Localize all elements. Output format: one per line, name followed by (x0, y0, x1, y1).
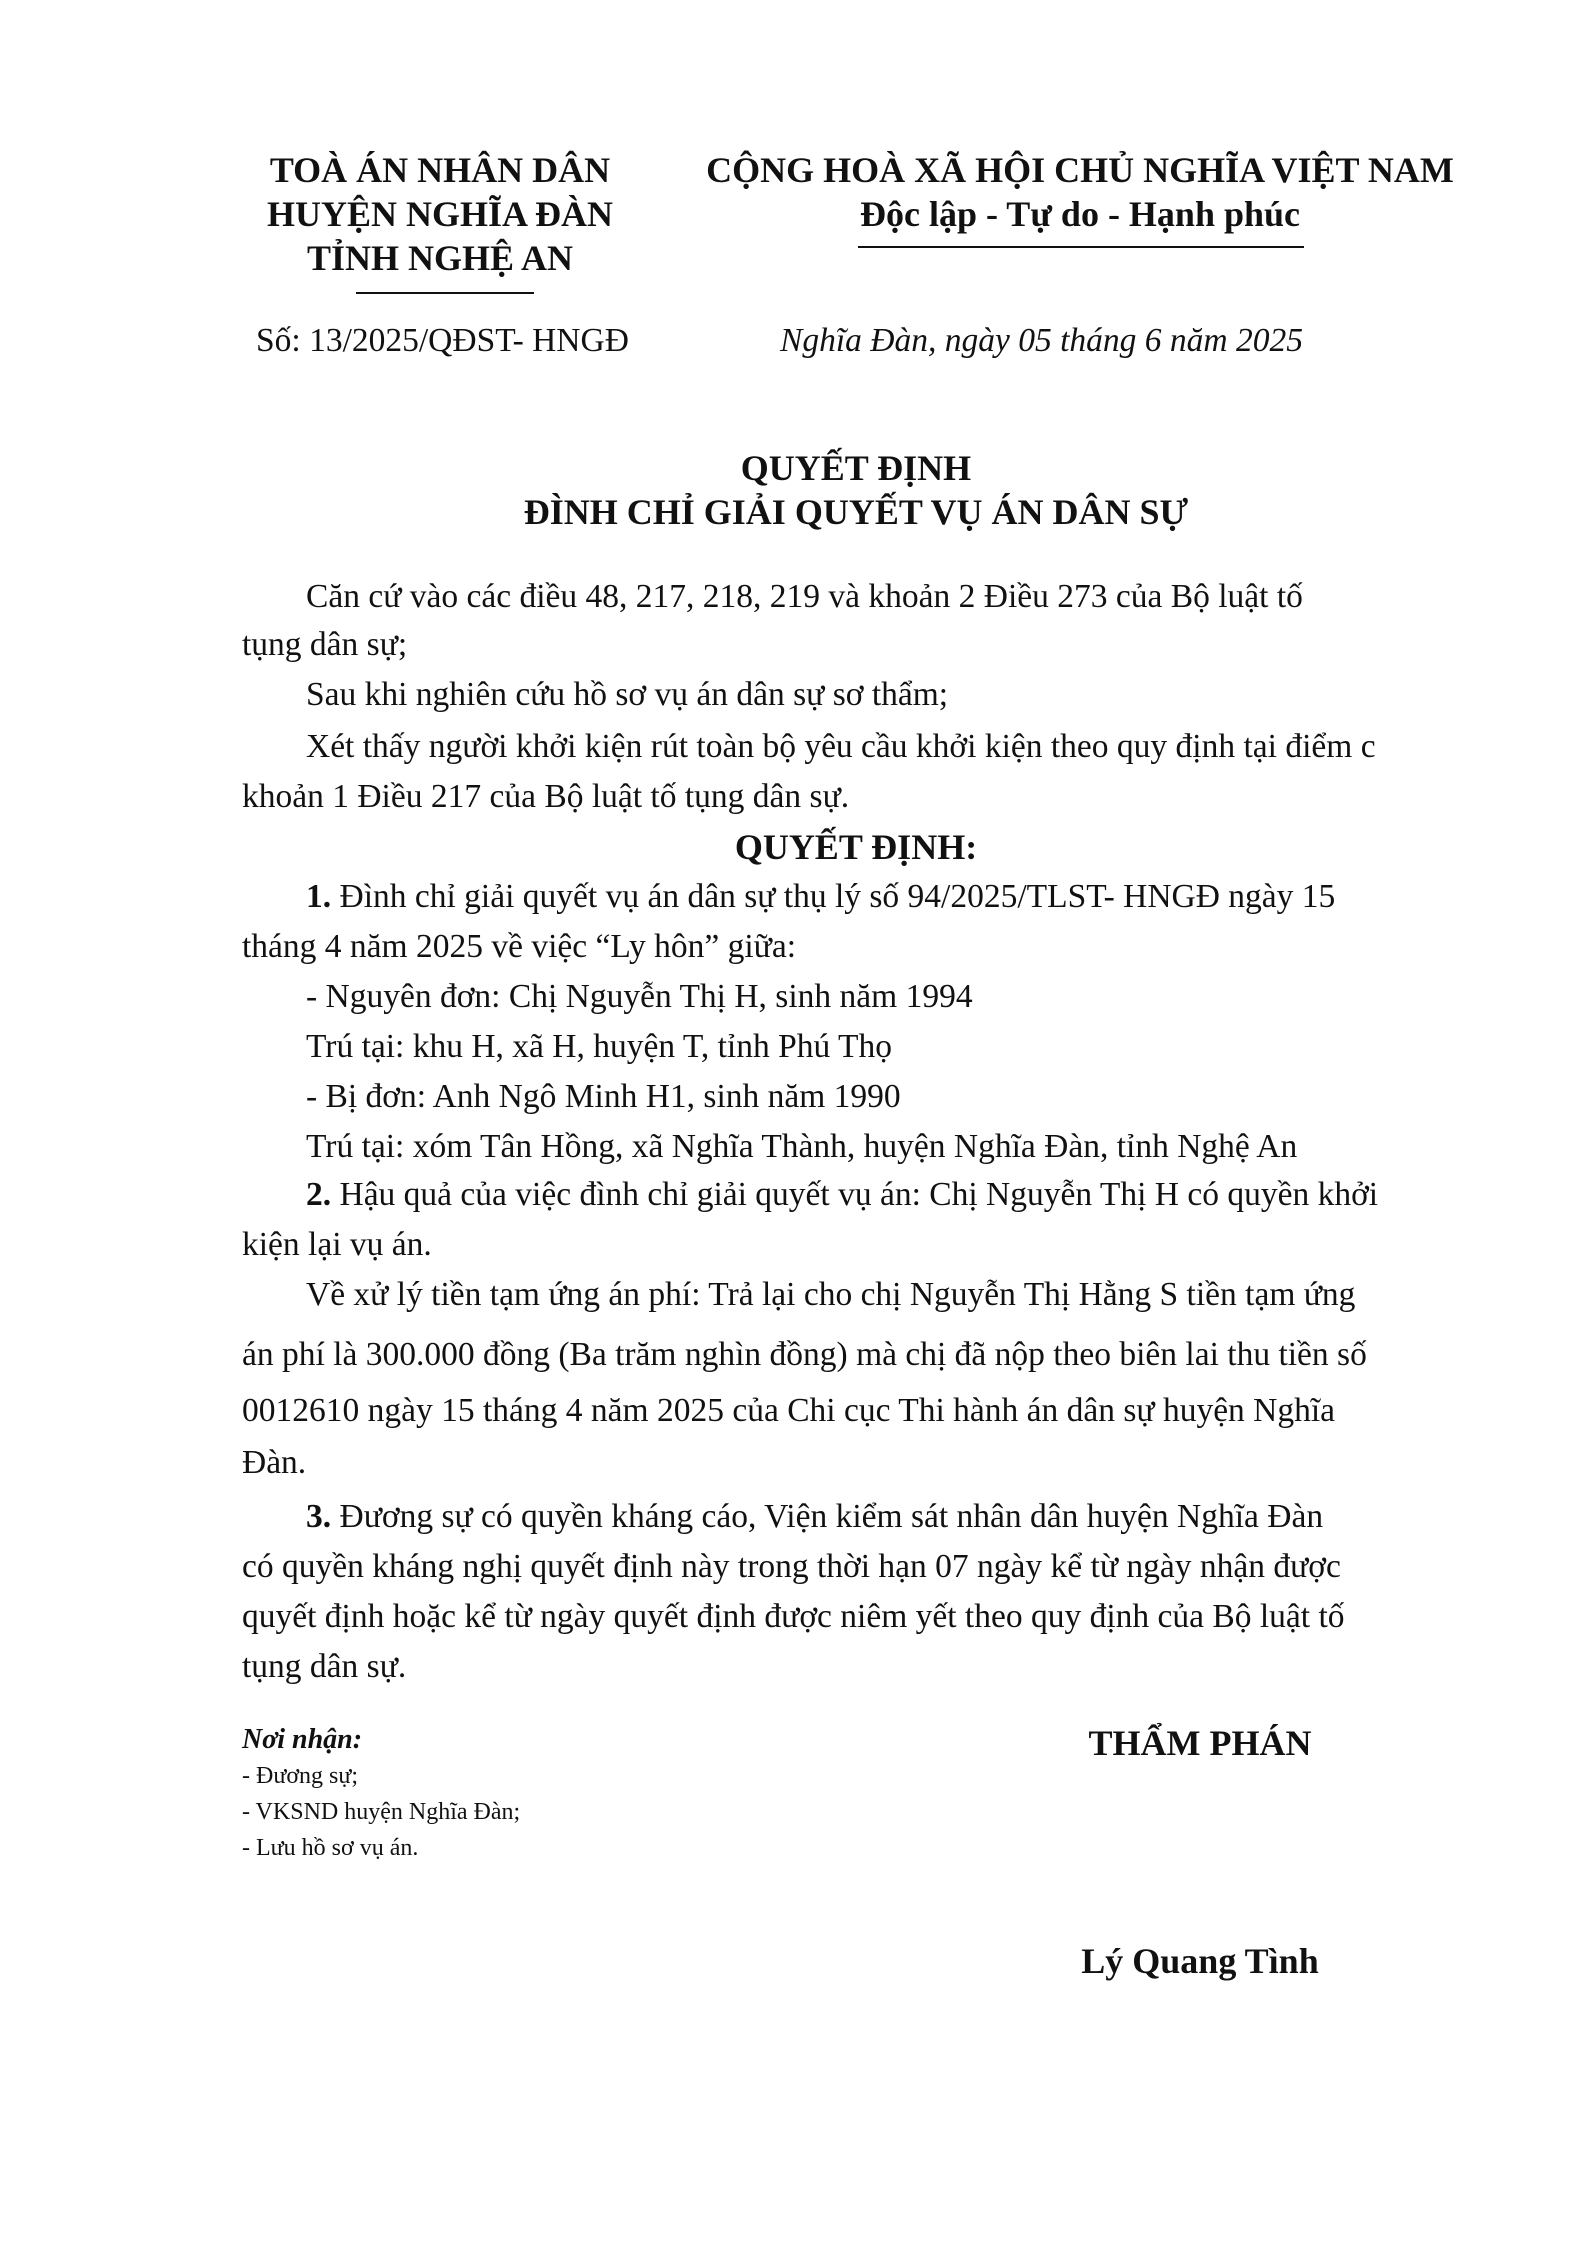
court-name-line-2: HUYỆN NGHĨA ĐÀN (266, 194, 614, 234)
recipients-label: Nơi nhận: (242, 1724, 363, 1755)
preamble-legal-basis-line-2: tụng dân sự; (242, 626, 408, 663)
court-name-block (240, 148, 640, 280)
motto-underline (858, 246, 1304, 248)
item-2-line-1 (306, 1176, 1378, 1214)
fee-line-4: Đàn. (242, 1444, 307, 1481)
national-title-block (700, 148, 1460, 236)
signer-role: THẨM PHÁN (1088, 1723, 1312, 1763)
recipient-item: - Lưu hồ sơ vụ án. (242, 1835, 419, 1861)
plaintiff: - Nguyên đơn: Chị Nguyễn Thị H, sinh năm 1994 (306, 978, 973, 1015)
court-name-line-1: TOÀ ÁN NHÂN DÂN (269, 150, 611, 190)
item-2-number: 2. (306, 1176, 332, 1213)
item-2-text: Hậu quả của việc đình chỉ giải quyết vụ án: Chị Nguyễn Thị H có quyền khởi (339, 1176, 1379, 1213)
item-1-number: 1. (306, 878, 332, 915)
recipient-item: - VKSND huyện Nghĩa Đàn; (242, 1799, 521, 1825)
plaintiff-address: Trú tại: khu H, xã H, huyện T, tỉnh Phú Thọ (306, 1028, 892, 1065)
recipient-item: - Đương sự; (242, 1763, 359, 1789)
fee-line-3: 0012610 ngày 15 tháng 4 năm 2025 của Chi cục Thi hành án dân sự huyện Nghĩa (242, 1392, 1336, 1429)
preamble-legal-basis-line-1: Căn cứ vào các điều 48, 217, 218, 219 và khoản 2 Điều 273 của Bộ luật tố (306, 578, 1303, 615)
item-3-text: Đương sự có quyền kháng cáo, Viện kiểm sát nhân dân huyện Nghĩa Đàn (339, 1498, 1324, 1535)
document-number: Số: 13/2025/QĐST- HNGĐ (256, 322, 629, 359)
item-2-line-2: kiện lại vụ án. (242, 1226, 432, 1263)
court-name-underline (356, 292, 534, 294)
preamble-consideration-line-1: Xét thấy người khởi kiện rút toàn bộ yêu cầu khởi kiện theo quy định tại điểm c (306, 728, 1376, 765)
item-3-line-4: tụng dân sự. (242, 1648, 407, 1685)
republic-name: CỘNG HOÀ XÃ HỘI CHỦ NGHĨA VIỆT NAM (706, 150, 1454, 190)
item-1-line-1 (306, 878, 1335, 916)
preamble-review: Sau khi nghiên cứu hồ sơ vụ án dân sự sơ thẩm; (306, 676, 949, 713)
fee-line-2: án phí là 300.000 đồng (Ba trăm nghìn đồng) mà chị đã nộp theo biên lai thu tiền số (242, 1336, 1367, 1373)
title-line-2: ĐÌNH CHỈ GIẢI QUYẾT VỤ ÁN DÂN SỰ (523, 492, 1189, 532)
recipients-block (242, 1722, 520, 1866)
item-1-line-2: tháng 4 năm 2025 về việc “Ly hôn” giữa: (242, 928, 797, 965)
item-1-text: Đình chỉ giải quyết vụ án dân sự thụ lý số 94/2025/TLST- HNGĐ ngày 15 (339, 878, 1336, 915)
court-name-line-3: TỈNH NGHỆ AN (306, 238, 574, 278)
preamble-consideration-line-2: khoản 1 Điều 217 của Bộ luật tố tụng dân sự. (242, 778, 850, 815)
item-3-line-3: quyết định hoặc kể từ ngày quyết định được niêm yết theo quy định của Bộ luật tố (242, 1598, 1345, 1635)
defendant-address: Trú tại: xóm Tân Hồng, xã Nghĩa Thành, huyện Nghĩa Đàn, tỉnh Nghệ An (306, 1128, 1298, 1165)
title-line-1: QUYẾT ĐỊNH (740, 448, 972, 488)
defendant: - Bị đơn: Anh Ngô Minh H1, sinh năm 1990 (306, 1078, 901, 1115)
national-motto: Độc lập - Tự do - Hạnh phúc (859, 194, 1301, 234)
signer-name: Lý Quang Tình (1081, 1941, 1319, 1981)
item-3-line-1 (306, 1498, 1323, 1536)
decision-heading: QUYẾT ĐỊNH: (734, 827, 978, 867)
fee-line-1: Về xử lý tiền tạm ứng án phí: Trả lại cho chị Nguyễn Thị Hằng S tiền tạm ứng (306, 1276, 1356, 1313)
item-3-line-2: có quyền kháng nghị quyết định này trong thời hạn 07 ngày kể từ ngày nhận được (242, 1548, 1341, 1585)
item-3-number: 3. (306, 1498, 332, 1535)
place-and-date: Nghĩa Đàn, ngày 05 tháng 6 năm 2025 (780, 322, 1303, 359)
document-title (240, 446, 1472, 534)
